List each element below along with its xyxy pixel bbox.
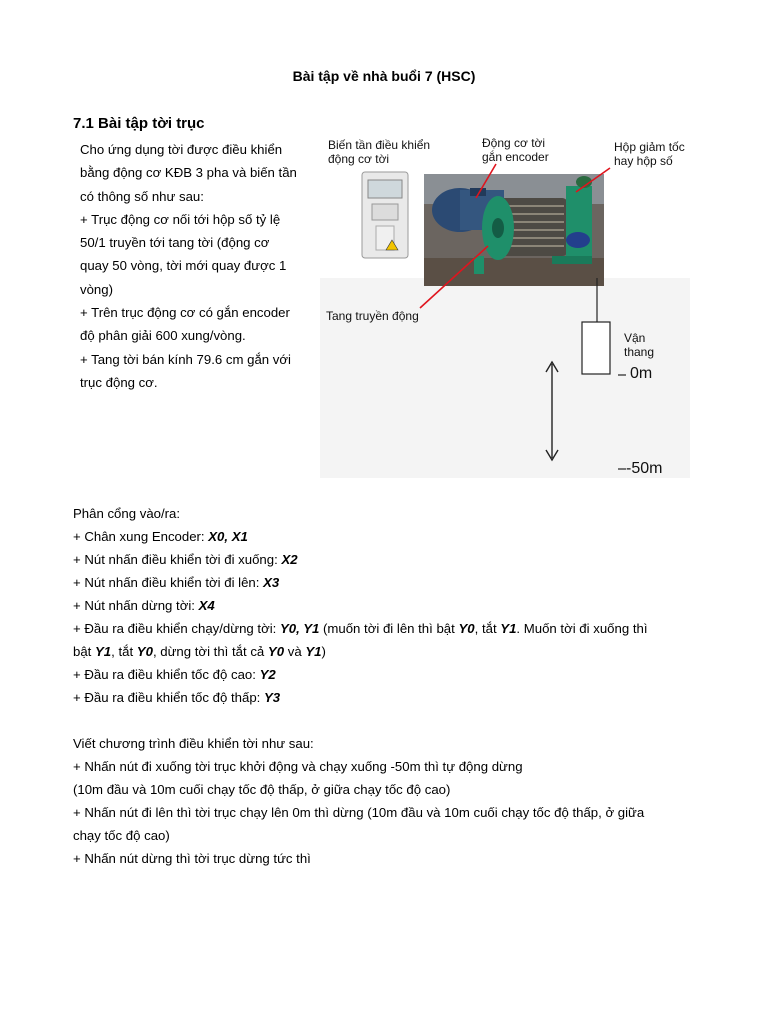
- section-title: 7.1 Bài tập tời trục: [73, 115, 205, 132]
- inverter-image: [362, 172, 408, 258]
- intro-paragraph: [80, 138, 315, 394]
- intro-line: trục động cơ.: [80, 374, 158, 390]
- io-item-low-speed: + Đầu ra điều khiển tốc độ thấp: Y3: [73, 690, 281, 705]
- program-line: (10m đầu và 10m cuối chạy tốc độ thấp, ở giữa chạy tốc độ cao): [73, 782, 451, 797]
- intro-line: có thông số như sau:: [80, 188, 204, 204]
- io-item-encoder: + Chân xung Encoder: X0, X1: [73, 529, 248, 544]
- level-0m-label: 0m: [630, 365, 653, 382]
- io-item-up-button: + Nút nhấn điều khiển tời đi lên: X3: [73, 575, 280, 590]
- program-line: + Nhấn nút đi xuống tời trục khởi động và chạy xuống -50m thì tự động dừng: [73, 759, 523, 774]
- io-item-high-speed: + Đầu ra điều khiển tốc độ cao: Y2: [73, 667, 276, 682]
- intro-line: + Trục động cơ nối tới hộp số tỷ lệ: [80, 211, 281, 227]
- level-minus50m-label: -50m: [626, 460, 663, 477]
- assignment-heading: Phân cổng vào/ra:: [73, 506, 181, 521]
- intro-line: bằng động cơ KĐB 3 pha và biến tần: [80, 165, 297, 181]
- paragraph-gap: [73, 709, 713, 732]
- io-item-run-output: + Đầu ra điều khiển chạy/dừng tời: Y0, Y1 (muốn tời đi lên thì bật Y0, tắt Y1. Muốn tời đi xuống thì: [73, 621, 648, 636]
- program-line: + Nhấn nút đi lên thì tời trục chạy lên 0m thì dừng (10m đầu và 10m cuối chạy tốc độ thấp, ở giữa: [73, 805, 645, 820]
- program-line: chạy tốc độ cao): [73, 828, 170, 843]
- intro-line: + Trên trục động cơ có gắn encoder: [80, 305, 290, 321]
- gearbox-label: Hộp giảm tốc hay hộp số: [614, 140, 685, 168]
- io-item-run-output-cont: bật Y1, tắt Y0, dừng tời thì tắt cả Y0 và Y1): [73, 644, 326, 659]
- program-line: + Nhấn nút dừng thì tời trục dừng tức thì: [73, 851, 311, 866]
- intro-line: + Tang tời bán kính 79.6 cm gắn với: [80, 351, 291, 367]
- elevator-label: Vận thang: [624, 331, 655, 359]
- winch-illustration: [320, 128, 700, 488]
- inverter-label: Biến tần điều khiển động cơ tời: [328, 138, 431, 166]
- intro-line: quay 50 vòng, tời mới quay được 1: [80, 258, 287, 274]
- io-item-down-button: + Nút nhấn điều khiển tời đi xuống: X2: [73, 552, 298, 567]
- io-item-stop-button: + Nút nhấn dừng tời: X4: [73, 598, 215, 613]
- winch-figure: [320, 128, 700, 488]
- drum-label: Tang truyền động: [326, 309, 419, 323]
- intro-line: độ phân giải 600 xung/vòng.: [80, 328, 246, 344]
- motor-label: Động cơ tời gắn encoder: [482, 136, 549, 164]
- intro-line: Cho ứng dụng tời được điều khiển: [80, 142, 283, 157]
- assignment-section: [73, 502, 713, 870]
- program-heading: Viết chương trình điều khiển tời như sau:: [73, 736, 314, 751]
- intro-line: 50/1 truyền tới tang tời (động cơ: [80, 235, 270, 251]
- intro-line: vòng): [80, 281, 113, 297]
- page-title: Bài tập về nhà buổi 7 (HSC): [292, 68, 476, 84]
